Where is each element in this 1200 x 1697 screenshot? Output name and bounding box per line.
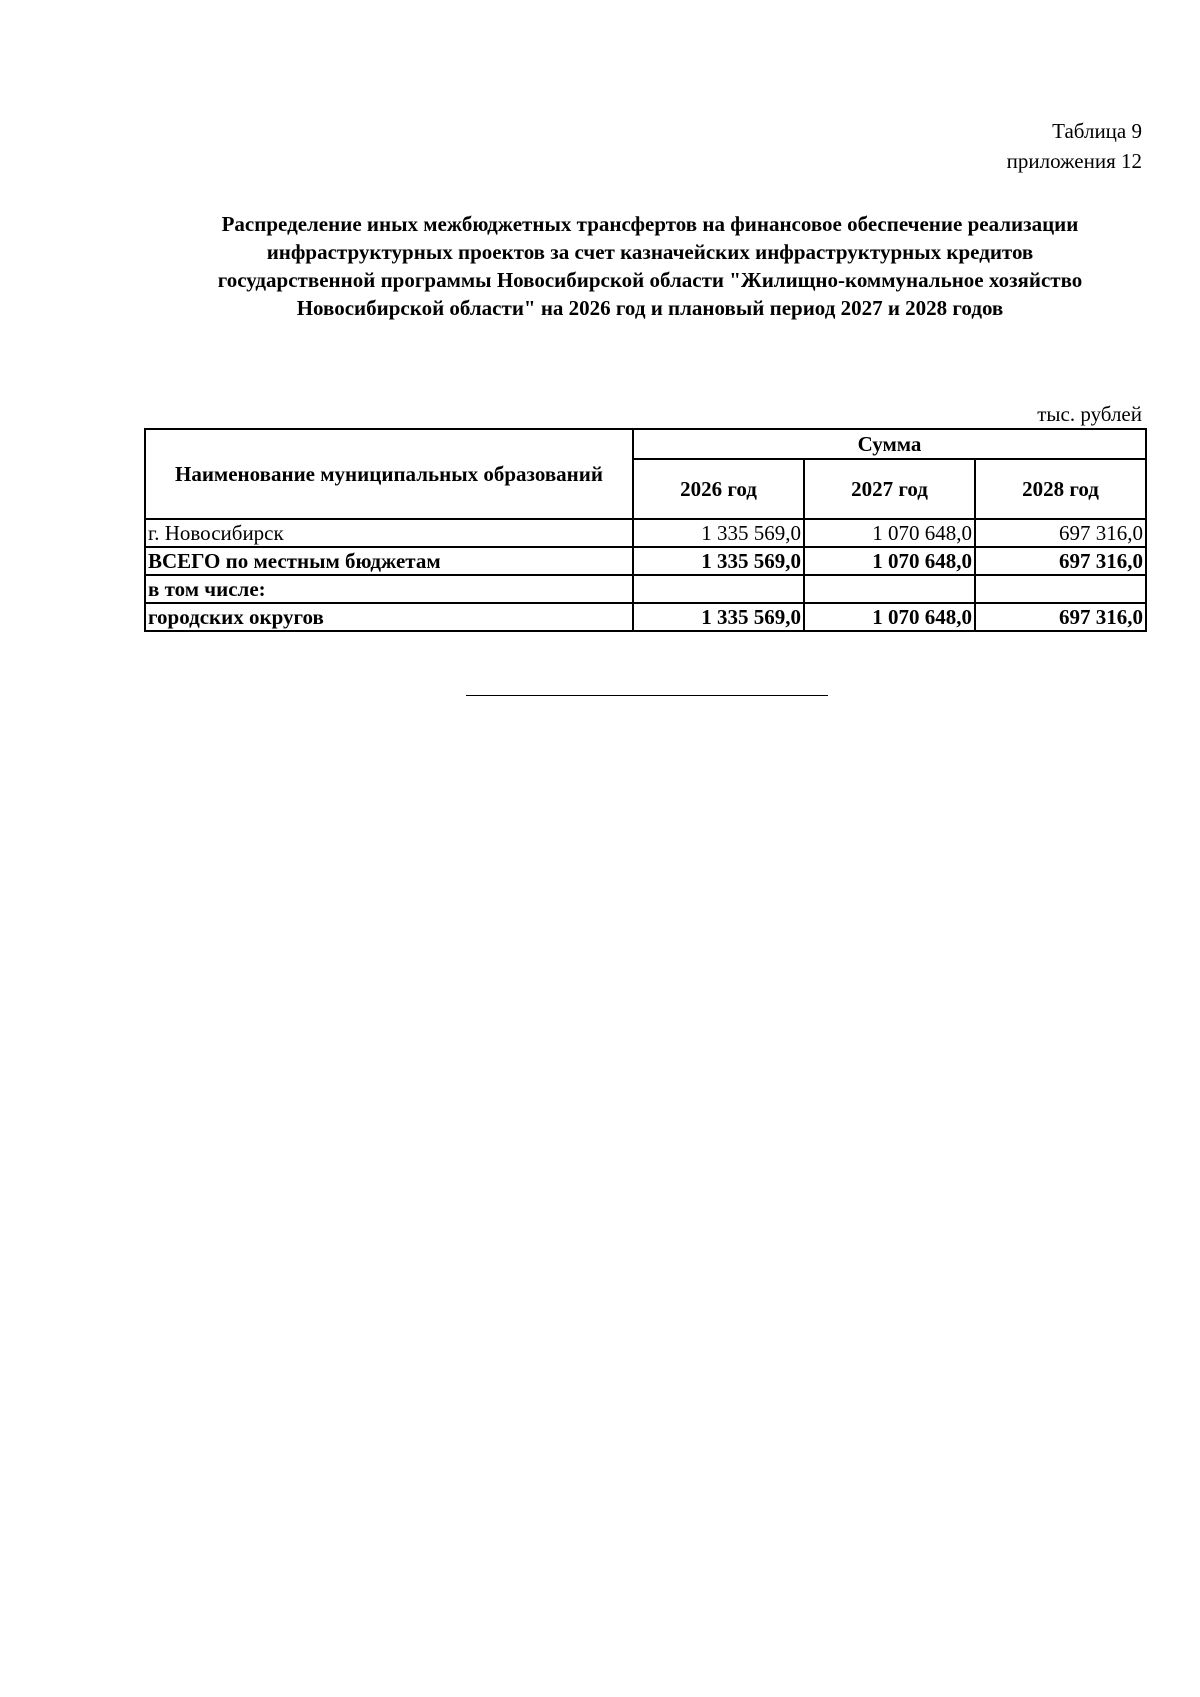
row-name: в том числе: — [145, 575, 633, 603]
value-2026: 1 335 569,0 — [633, 547, 804, 575]
value-2028 — [975, 575, 1146, 603]
table-row — [145, 603, 1146, 631]
value-2028: 697 316,0 — [975, 547, 1146, 575]
value-2026: 1 335 569,0 — [633, 519, 804, 547]
appendix-reference — [1007, 116, 1142, 176]
column-header-sum: Сумма — [633, 429, 1146, 459]
value-2026: 1 335 569,0 — [633, 603, 804, 631]
value-2027: 1 070 648,0 — [804, 547, 975, 575]
appendix-number: приложения 12 — [1006, 149, 1142, 173]
table-row — [145, 519, 1146, 547]
row-name: городских округов — [145, 603, 633, 631]
row-name: г. Новосибирск — [145, 519, 633, 547]
table-row-subheader — [145, 575, 1146, 603]
table-row-total — [145, 547, 1146, 575]
document-title — [140, 210, 1160, 322]
column-header-2026: 2026 год — [633, 459, 804, 519]
title-line: Распределение иных межбюджетных трансфертов на финансовое обеспечение реализации — [221, 212, 1079, 236]
title-line: Новосибирской области" на 2026 год и плановый период 2027 и 2028 годов — [296, 296, 1004, 320]
transfers-table — [144, 428, 1147, 632]
title-line: инфраструктурных проектов за счет казначейских инфраструктурных кредитов — [266, 240, 1034, 264]
closing-line — [466, 695, 828, 696]
value-2027: 1 070 648,0 — [804, 519, 975, 547]
column-header-2028: 2028 год — [975, 459, 1146, 519]
value-2027 — [804, 575, 975, 603]
column-header-name: Наименование муниципальных образований — [145, 429, 633, 519]
value-2028: 697 316,0 — [975, 603, 1146, 631]
title-line: государственной программы Новосибирской области "Жилищно-коммунальное хозяйство — [217, 268, 1083, 292]
value-2026 — [633, 575, 804, 603]
row-name: ВСЕГО по местным бюджетам — [145, 547, 633, 575]
column-header-2027: 2027 год — [804, 459, 975, 519]
value-2027: 1 070 648,0 — [804, 603, 975, 631]
units-label: тыс. рублей — [1037, 402, 1142, 426]
table-header-row — [145, 429, 1146, 459]
table-number: Таблица 9 — [1052, 119, 1142, 143]
value-2028: 697 316,0 — [975, 519, 1146, 547]
